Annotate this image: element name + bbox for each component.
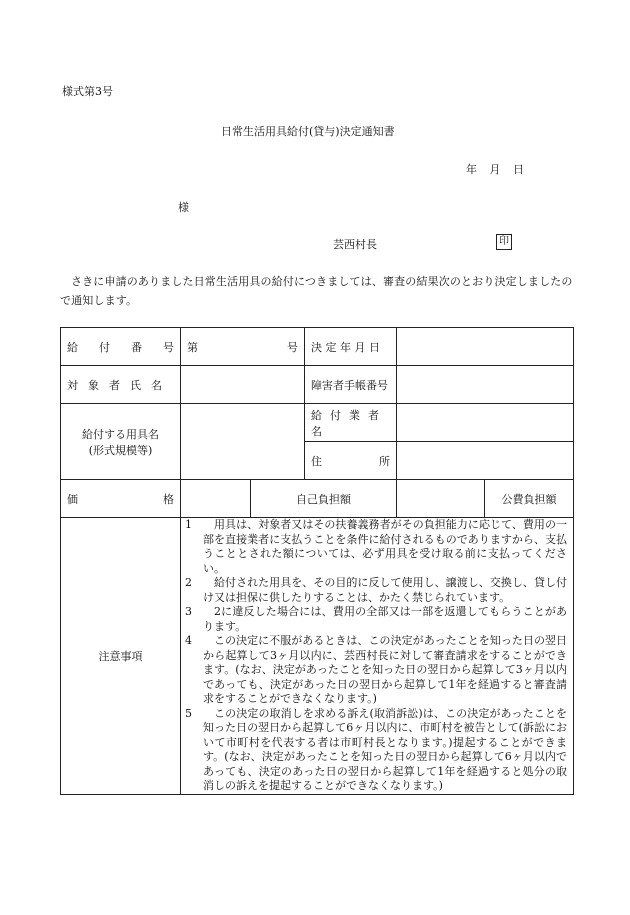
address-label: 住 所 [305,442,397,480]
document-title: 日常生活用具給付(貸与)決定通知書 [221,125,395,138]
vendor-name-label: 給付業者名 [305,404,397,442]
note-item: 5 この決定の取消しを求める訴え(取消訴訟)は、この決定があったことを知った日の翌日から起算して6ヶ月以内に、市町村を被告として(訴訟において市町村を代表する者は市町村長となります。)提起することができます。(なお、決定があったことを知った日の翌日から起算して6ヶ月以内であっても、決定のあった日の翌日から起算して1年を経過すると処分の取消しの訴えを提起することができなくなります。) [185,706,568,792]
date-line: 年 月 日 [466,163,524,176]
grant-number-label: 給 付 番 号 [61,328,181,366]
item-name-label-line2: (形式規模等) [88,443,153,457]
decision-date-label: 決定年月日 [305,328,397,366]
note-item: 3 2に違反した場合には、費用の全部又は一部を返還してもらうことがあります。 [185,605,568,633]
number-prefix: 第 [187,340,198,354]
lead-paragraph: さきに申請のありました日常生活用具の給付につきましては、審査の結果次のとおり決定しましたので通知します。 [60,275,573,307]
note-item: 4 この決定に不服があるときは、この決定があったことを知った日の翌日から起算して3ヶ月以内に、芸西村長に対して審査請求をすることができます。(なお、決定があったことを知った日の翌日から起算して3ヶ月以内であっても、決定があった日の翌日から起算して1年を経過すると審査請求をすることができなくなります。) [185,634,568,705]
self-pay-field[interactable] [397,480,485,518]
public-pay-label: 公費負担額 [485,480,574,518]
notes-label: 注意事項 [61,518,181,795]
issuer-name: 芸西村長 [333,238,377,251]
certificate-number-field[interactable] [397,366,574,404]
form-id: 様式第3号 [62,85,113,98]
note-item: 1 用具は、対象者又はその扶養義務者がその負担能力に応じて、費用の一部を直接業者に支払うことを条件に給付されるものでありますから、支払うこととされた額については、必ず用具を受け取る前に支払ってください。 [185,518,568,575]
certificate-number-label: 障害者手帳番号 [305,366,397,404]
addressee-suffix: 様 [178,201,189,214]
price-field[interactable] [181,480,251,518]
note-item: 2 給付された用具を、その目的に反して使用し、譲渡し、交換し、貸し付け又は担保に供したりすることは、かたく禁じられています。 [185,576,568,604]
number-suffix: 号 [287,340,298,354]
notes-list [181,518,574,795]
item-name-label [61,404,181,480]
price-label: 価 格 [61,480,181,518]
recipient-name-field[interactable] [181,366,305,404]
vendor-name-field[interactable] [397,404,574,442]
decision-date-field[interactable] [397,328,574,366]
address-field[interactable] [397,442,574,480]
recipient-name-label: 対象者氏名 [61,366,181,404]
item-name-label-line1: 給付する用具名 [82,427,159,441]
grant-number-field[interactable] [181,328,305,366]
self-pay-label: 自己負担額 [251,480,397,518]
item-name-field[interactable] [181,404,305,480]
decision-table [60,327,574,795]
seal-mark: 印 [496,234,512,250]
